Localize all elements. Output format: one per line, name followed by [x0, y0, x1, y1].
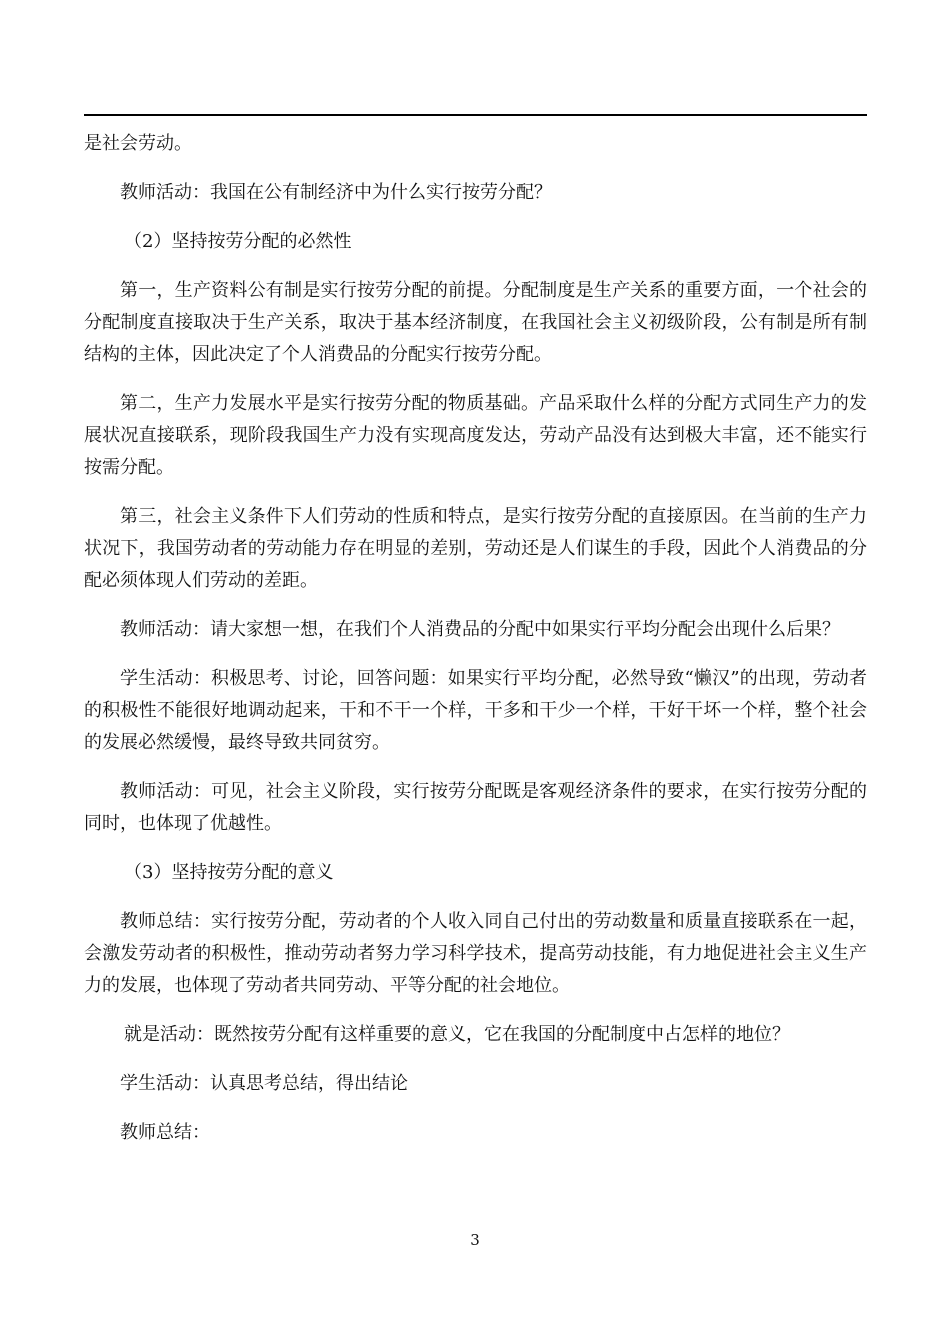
paragraph-continuation: 是社会劳动。	[84, 133, 192, 154]
paragraph-activity-question: 就是活动：既然按劳分配有这样重要的意义，它在我国的分配制度中占怎样的地位？	[124, 1024, 790, 1045]
section-heading-necessity: （2）坚持按劳分配的必然性	[124, 231, 352, 252]
paragraph-first-reason: 第一，生产资料公有制是实行按劳分配的前提。分配制度是生产关系的重要方面，一个社会的分配制度直接取决于生产关系，取决于基本经济制度，在我国社会主义初级阶段，公有制是所有制结构的主体，因此决定了个人消费品的分配实行按劳分配。	[84, 280, 867, 365]
paragraph-third-reason: 第三，社会主义条件下人们劳动的性质和特点，是实行按劳分配的直接原因。在当前的生产力状况下，我国劳动者的劳动能力存在明显的差别，劳动还是人们谋生的手段，因此个人消费品的分配必须体现人们劳动的差距。	[84, 506, 867, 591]
paragraph-teacher-question: 教师活动：我国在公有制经济中为什么实行按劳分配？	[120, 182, 552, 203]
paragraph-teacher-conclusion: 教师活动：可见，社会主义阶段，实行按劳分配既是客观经济条件的要求，在实行按劳分配的同时，也体现了优越性。	[84, 781, 867, 834]
paragraph-teacher-prompt: 教师活动：请大家想一想，在我们个人消费品的分配中如果实行平均分配会出现什么后果？	[120, 619, 840, 640]
paragraph-teacher-summary: 教师总结：实行按劳分配，劳动者的个人收入同自己付出的劳动数量和质量直接联系在一起，会激发劳动者的积极性，推动劳动者努力学习科学技术，提高劳动技能，有力地促进社会主义生产力的发展，也体现了劳动者共同劳动、平等分配的社会地位。	[84, 911, 867, 996]
document-body	[84, 128, 867, 1166]
section-heading-significance: （3）坚持按劳分配的意义	[124, 862, 334, 883]
page-number: 3	[470, 1231, 480, 1249]
header-rule	[84, 114, 867, 116]
paragraph-teacher-summary-label: 教师总结：	[120, 1122, 210, 1143]
paragraph-student-answer: 学生活动：积极思考、讨论，回答问题：如果实行平均分配，必然导致“懒汉”的出现，劳动者的积极性不能很好地调动起来，干和不干一个样，干多和干少一个样，干好干坏一个样，整个社会的发展必然缓慢，最终导致共同贫穷。	[84, 668, 867, 753]
paragraph-second-reason: 第二，生产力发展水平是实行按劳分配的物质基础。产品采取什么样的分配方式同生产力的发展状况直接联系，现阶段我国生产力没有实现高度发达，劳动产品没有达到极大丰富，还不能实行按需分配。	[84, 393, 867, 478]
paragraph-student-activity: 学生活动：认真思考总结，得出结论	[120, 1073, 408, 1094]
